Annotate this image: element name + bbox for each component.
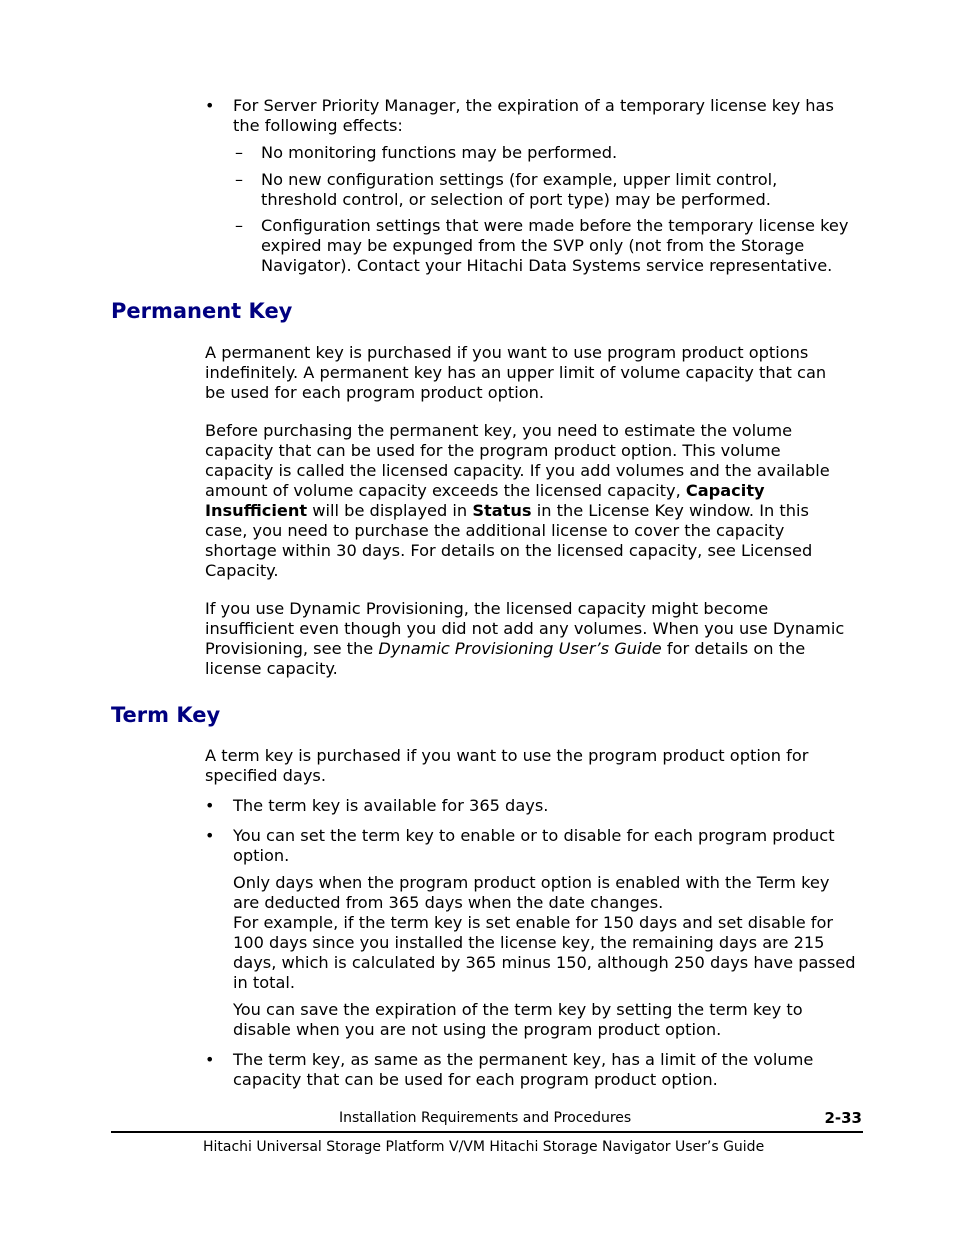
section-heading-term-key: Term Key (111, 703, 221, 727)
term-key-bullet-2-note-1: Only days when the program product option is enabled with the Term key are deducted from 365 days when the date changes. For example, if the term key is set enable for 150 days and set disable for 100 days since you installed the license key, the remaining days are 215 days, which is calculated by 365 minus 150, although 250 days have passed in total. (233, 873, 856, 992)
bold-status: Status (472, 501, 532, 520)
guide-reference: Dynamic Provisioning User’s Guide (378, 639, 662, 658)
term-key-bullet-2-note-2: You can save the expiration of the term key by setting the term key to disable when you are not using the program product option. (233, 1000, 803, 1039)
bold-capacity-insufficient: Capacity Insufficient (205, 481, 765, 520)
permanent-key-paragraph-3: If you use Dynamic Provisioning, the licensed capacity might become insufficient even though you did not add any volumes. When you use Dynamic Provisioning, see the Dynamic Provisioning User’s Guide for details on the license capacity. (205, 599, 845, 678)
permanent-key-paragraph-1: A permanent key is purchased if you want to use program product options indefinitely. A permanent key has an upper limit of volume capacity that can be used for each program product option. (205, 343, 827, 402)
term-key-paragraph-1: A term key is purchased if you want to use the program product option for specified days. (205, 746, 809, 785)
section-heading-permanent-key: Permanent Key (111, 299, 293, 323)
dash-marker: – (235, 143, 243, 162)
footer-section-title: Installation Requirements and Procedures (339, 1110, 632, 1126)
dash-marker: – (235, 170, 243, 189)
footer-guide-title: Hitachi Universal Storage Platform V/VM Hitachi Storage Navigator User’s Guide (203, 1139, 765, 1155)
term-key-bullet-3: The term key, as same as the permanent key, has a limit of the volume capacity that can be used for each program product option. (233, 1050, 814, 1089)
bullet-marker: • (205, 1050, 215, 1069)
term-key-bullet-2: You can set the term key to enable or to disable for each program product option. (233, 826, 835, 865)
term-key-bullet-1: The term key is available for 365 days. (233, 796, 549, 815)
dash-item-1: No monitoring functions may be performed. (261, 143, 618, 162)
dash-item-3: Configuration settings that were made before the temporary license key expired may be expunged from the SVP only (not from the Storage Navigator). Contact your Hitachi Data Systems service representative. (261, 216, 849, 275)
dash-item-2: No new configuration settings (for example, upper limit control, threshold control, or selection of port type) may be performed. (261, 170, 778, 209)
bullet-marker: • (205, 826, 215, 845)
permanent-key-paragraph-2: Before purchasing the permanent key, you need to estimate the volume capacity that can be used for the program product option. This volume capacity is called the licensed capacity. If you add volumes and the available amount of volume capacity exceeds the licensed capacity, Capacity Insufficient will be displayed in Status in the License Key window. In this case, you need to purchase the additional license to cover the capacity shortage within 30 days. For details on the licensed capacity, see Licensed Capacity. (205, 421, 830, 580)
footer-divider (111, 1131, 863, 1133)
bullet-marker: • (205, 96, 215, 115)
bullet-marker: • (205, 796, 215, 815)
footer-page-number: 2-33 (824, 1109, 862, 1127)
dash-marker: – (235, 216, 243, 235)
intro-bullet-text: For Server Priority Manager, the expiration of a temporary license key has the following effects: (233, 96, 834, 135)
